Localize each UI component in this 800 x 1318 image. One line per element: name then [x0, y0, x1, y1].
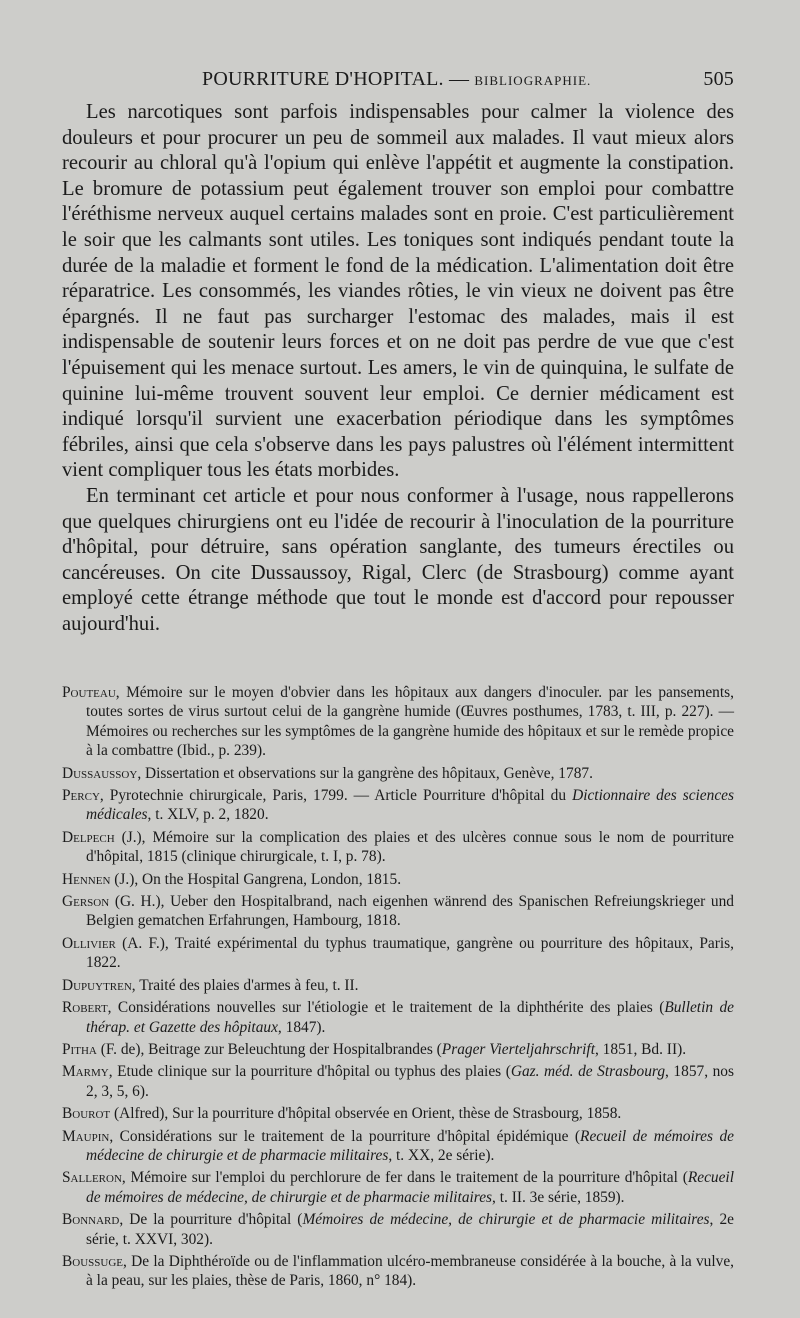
bibliography-entry — [62, 1062, 734, 1101]
entry-text: , Pyrotechnie chirurgicale, Paris, 1799. — Article Pourriture d'hôpital du — [99, 787, 573, 805]
bibliography-entry — [62, 1040, 734, 1059]
bibliography-entry — [62, 998, 734, 1037]
bibliography-entry — [62, 1104, 734, 1123]
bibliography-entry — [62, 1252, 734, 1291]
entry-text: (G. H.), Ueber den Hospitalbrand, nach eigenhen wänrend des Spanischen Refreiungskrieger und Belgien gematchen Erfahrungen, Hambourg, 1818. — [86, 893, 734, 930]
bibliography-entry — [62, 683, 734, 761]
entry-title: Prager Vierteljahrschrift — [441, 1040, 595, 1058]
bibliography-entry — [62, 764, 734, 783]
entry-title: Gaz. méd. de Strasbourg — [510, 1063, 666, 1081]
entry-author: Bonnard — [62, 1211, 120, 1229]
entry-text: (J.), Mémoire sur la complication des plaies et des ulcères connue sous le nom de pourriture d'hôpital, 1815 (clinique chirurgicale, t. I, p. 78). — [86, 828, 734, 866]
running-title — [202, 68, 591, 91]
bibliography-entry — [62, 1127, 734, 1166]
entry-text: (A. F.), Traité expérimental du typhus traumatique, gangrène ou pourriture des hôpitaux, Paris, 1822. — [86, 934, 734, 972]
bibliography-entry — [62, 976, 734, 995]
bibliography-entry — [62, 1168, 734, 1207]
running-title-section: BIBLIOGRAPHIE. — [474, 73, 592, 88]
entry-author: Gerson — [62, 893, 110, 911]
entry-text: (F. de), Beitrage zur Beleuchtung der Hospitalbrandes ( — [96, 1040, 442, 1058]
paragraph: Les narcotiques sont parfois indispensables pour calmer la violence des douleurs et pour procurer un peu de sommeil aux malades. Il vaut mieux alors recourir au chloral qu'à l'opium qui enlève l'appétit et augmente la constipation. Le bromure de potassium peut également trouver son emploi pour combattre l'éréthisme nerveux auquel certains malades sont en proie. C'est particulièrement le soir que les calmants sont utiles. Les toniques sont indiqués pendant toute la durée de la maladie et forment le fond de la médication. L'alimentation doit être réparatrice. Les consommés, les viandes rôties, le vin vieux ne doivent pas être épargnés. Il ne faut pas surcharger l'estomac des malades, mais il est indispensable de soutenir leurs forces et on ne doit pas perdre de vue que c'est l'épuisement qui les menace surtout. Les amers, le vin de quinquina, le sulfate de quinine lui-même trouvent souvent leur emploi. Ce dernier médicament est indiqué lorsqu'il survient une exacerbation périodique dans les symptômes fébriles, ainsi que cela s'observe dans les pays palustres où l'élément intermittent vient compliquer tous les états morbides. — [62, 101, 734, 482]
entry-author: Dupuytren — [62, 976, 132, 994]
entry-author: Salleron — [62, 1169, 122, 1187]
entry-author: Dussaussoy — [62, 764, 138, 782]
entry-text: , Dissertation et observations sur la gangrène des hôpitaux, Genève, 1787. — [137, 764, 593, 782]
entry-author: Boussuge — [62, 1252, 123, 1270]
entry-author: Robert — [62, 999, 108, 1017]
entry-title: Recueil de mémoires de médecine, de chirurgie et de pharmacie militaires — [86, 1169, 734, 1206]
entry-author: Percy — [62, 787, 100, 805]
entry-author: Pitha — [62, 1040, 97, 1058]
bibliography-entry — [62, 1210, 734, 1249]
paragraph: En terminant cet article et pour nous conformer à l'usage, nous rappellerons que quelques chirurgiens ont eu l'idée de recourir à l'inoculation de la pourriture d'hôpital, pour détruire, sans opération sanglante, des tumeurs érectiles ou cancéreuses. On cite Dussaussoy, Rigal, Clerc (de Strasbourg) comme ayant employé cette étrange méthode que tout le monde est d'accord pour repousser aujourd'hui. — [62, 484, 734, 635]
entry-text: , Traité des plaies d'armes à feu, t. II. — [131, 976, 359, 994]
entry-text: , Mémoire sur le moyen d'obvier dans les hôpitaux aux dangers d'inoculer. par les pansements, toutes sortes de virus surtout celui de la gangrène humide (Œuvres posthumes, 1783, t. III, p. 227). — Mémoires ou recherches sur les symptômes de la gangrène humide des hôpitaux et sur le remède propice à la combattre (Ibid., p. 239). — [86, 684, 734, 760]
bibliography-entry — [62, 786, 734, 825]
entry-text: , 1857, nos 2, 3, 5, 6). — [86, 1063, 734, 1100]
bibliography-entry — [62, 892, 734, 931]
bibliography-entry — [62, 870, 734, 889]
entry-author: Marmy — [62, 1063, 109, 1081]
entry-text: , Etude clinique sur la pourriture d'hôpital ou typhus des plaies ( — [108, 1063, 511, 1081]
entry-text: , t. II. 3e série, 1859). — [492, 1188, 625, 1206]
entry-author: Delpech — [62, 828, 115, 846]
entry-title: Recueil de mémoires de médecine de chirurgie et de pharmacie militaires — [86, 1127, 734, 1164]
entry-text: , De la pourriture d'hôpital ( — [119, 1211, 303, 1229]
entry-text: , Mémoire sur l'emploi du perchlorure de fer dans le traitement de la pourriture d'hôpital ( — [121, 1169, 688, 1187]
entry-author: Pouteau — [62, 684, 116, 701]
bibliography-entry — [62, 828, 734, 867]
entry-author: Maupin — [62, 1127, 110, 1145]
running-header — [62, 64, 734, 94]
entry-author: Ollivier — [62, 934, 116, 952]
entry-title: Mémoires de médecine, de chirurgie et de pharmacie militaires — [302, 1211, 710, 1229]
running-title-main: POURRITURE D'HOPITAL. — — [202, 68, 475, 90]
entry-text: , t. XLV, p. 2, 1820. — [147, 806, 269, 824]
entry-text: , 1851, Bd. II). — [594, 1040, 687, 1058]
bibliography — [62, 683, 734, 1294]
page-number: 505 — [703, 68, 734, 90]
entry-text: (J.), On the Hospital Gangrena, London, 1815. — [110, 870, 402, 888]
entry-text: , 2e série, t. XXVI, 302). — [86, 1211, 734, 1248]
entry-text: , Considérations nouvelles sur l'étiologie et le traitement de la diphthérite des plaies ( — [107, 999, 665, 1017]
entry-author: Bourot — [62, 1105, 111, 1123]
body-text — [62, 100, 734, 637]
entry-text: (Alfred), Sur la pourriture d'hôpital observée en Orient, thèse de Strasbourg, 1858. — [110, 1105, 622, 1123]
entry-text: , t. XX, 2e série). — [388, 1146, 495, 1164]
entry-title: Dictionnaire des sciences médicales — [86, 787, 734, 824]
entry-text: , Considérations sur le traitement de la pourriture d'hôpital épidémique ( — [109, 1127, 581, 1145]
bibliography-entry — [62, 934, 734, 973]
entry-author: Hennen — [62, 870, 111, 888]
entry-text: , De la Diphthéroïde ou de l'inflammation ulcéro-membraneuse considérée à la bouche, à la vulve, à la peau, sur les plaies, thèse de Paris, 1860, n° 184). — [86, 1252, 734, 1290]
entry-title: Bulletin de thérap. et Gazette des hôpitaux — [86, 999, 734, 1036]
entry-text: , 1847). — [277, 1018, 326, 1036]
